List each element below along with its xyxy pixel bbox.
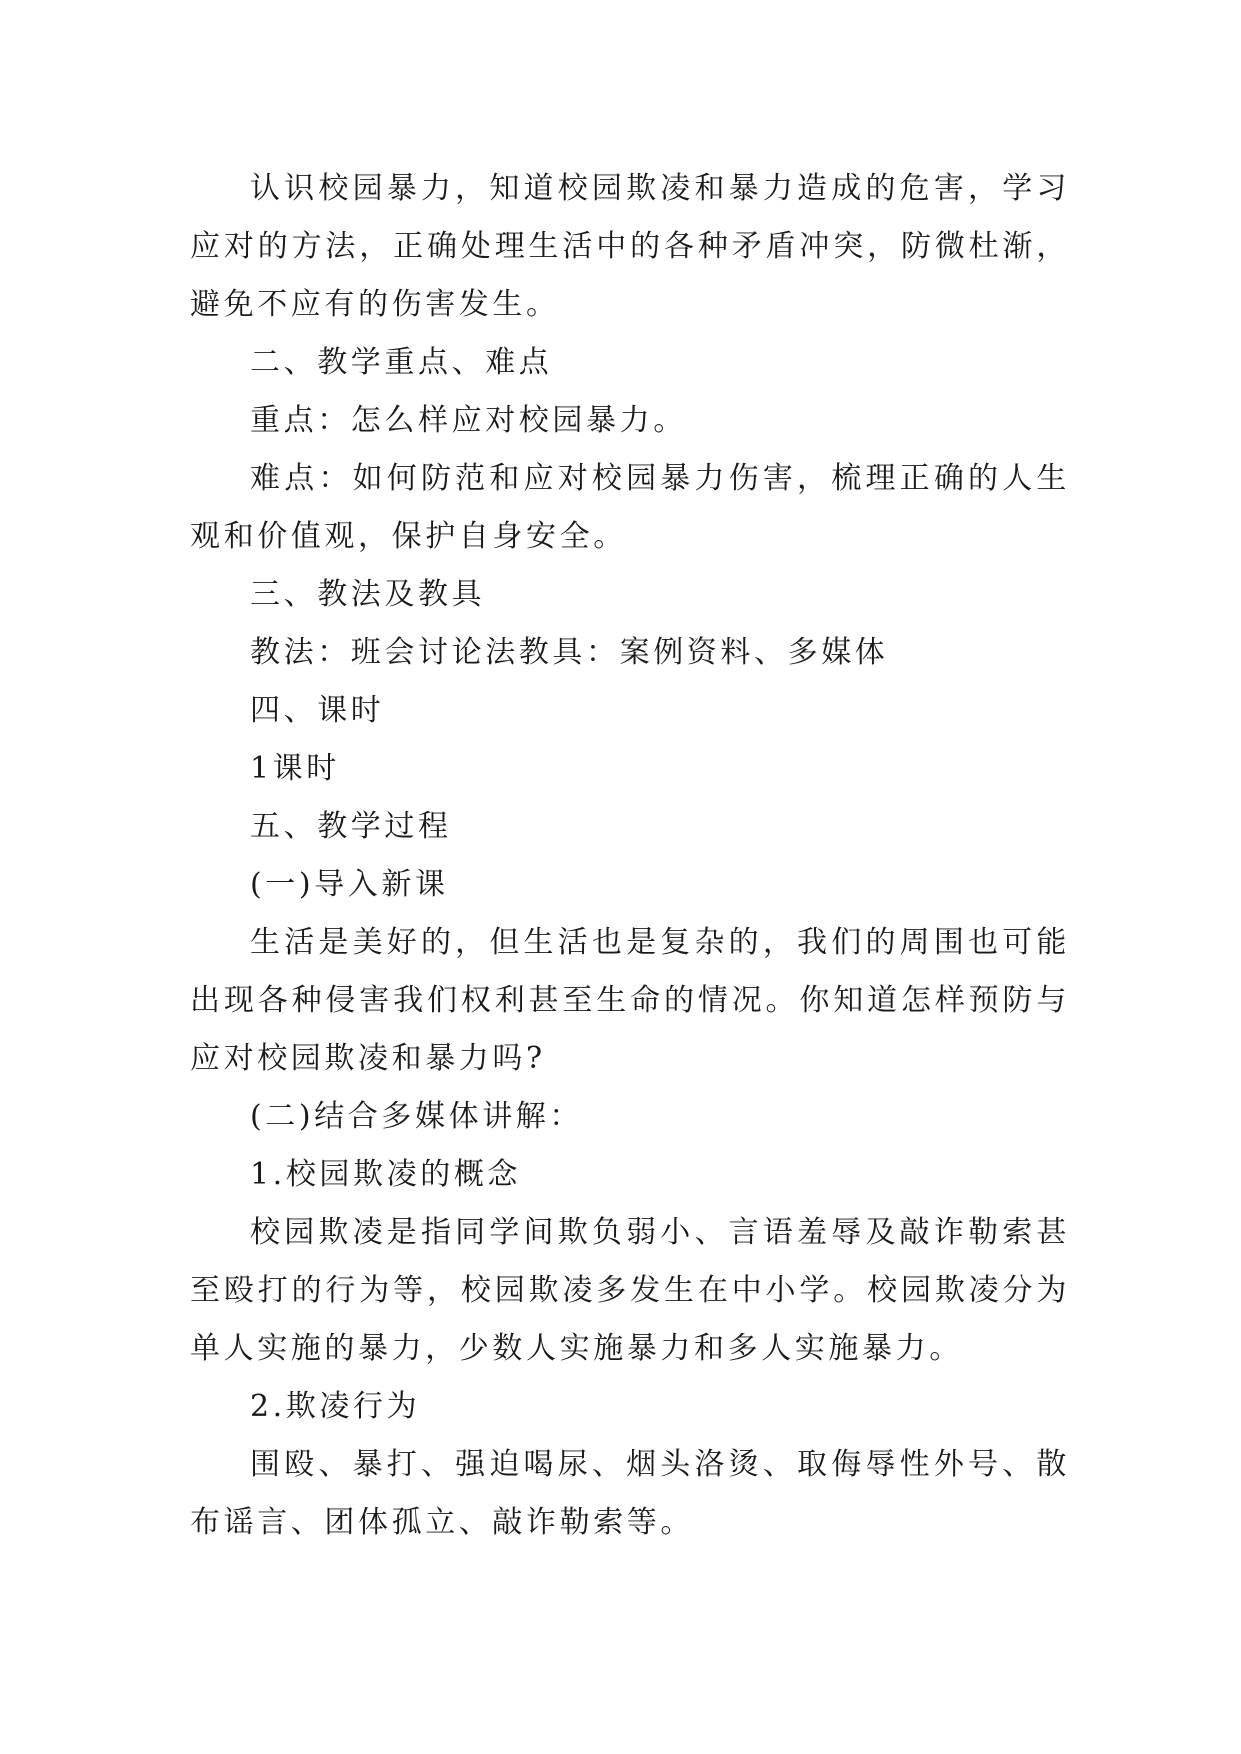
subheading-introduction: (一)导入新课 <box>250 867 449 902</box>
paragraph-key-point: 重点：怎么样应对校园暴力。 <box>250 403 687 438</box>
heading-class-hours: 四、课时 <box>250 693 385 728</box>
paragraph-objective: 认识校园暴力，知道校园欺凌和暴力造成的危害，学习应对的方法，正确处理生活中的各种矛盾冲突，防微杜渐，避免不应有的伤害发生。 <box>190 171 1070 322</box>
heading-key-points: 二、教学重点、难点 <box>250 345 553 380</box>
subheading-multimedia: (二)结合多媒体讲解： <box>250 1099 584 1134</box>
subheading-bullying-behavior: 2.欺凌行为 <box>250 1389 421 1424</box>
paragraph-introduction: 生活是美好的，但生活也是复杂的，我们的周围也可能出现各种侵害我们权利甚至生命的情况。你知道怎样预防与应对校园欺凌和暴力吗? <box>190 925 1070 1076</box>
paragraph-difficulty: 难点：如何防范和应对校园暴力伤害，梳理正确的人生观和价值观，保护自身安全。 <box>190 461 1070 554</box>
heading-methods-tools: 三、教法及教具 <box>250 577 486 612</box>
subheading-bullying-concept: 1.校园欺凌的概念 <box>250 1157 522 1192</box>
paragraph-bullying-concept: 校园欺凌是指同学间欺负弱小、言语羞辱及敲诈勒索甚至殴打的行为等，校园欺凌多发生在中小学。校园欺凌分为单人实施的暴力，少数人实施暴力和多人实施暴力。 <box>190 1215 1070 1366</box>
document-body <box>190 160 1070 1552</box>
paragraph-class-hours: 1课时 <box>250 751 340 786</box>
paragraph-bullying-behavior: 围殴、暴打、强迫喝尿、烟头洛烫、取侮辱性外号、散布谣言、团体孤立、敲诈勒索等。 <box>190 1447 1070 1540</box>
paragraph-methods-tools: 教法：班会讨论法教具：案例资料、多媒体 <box>250 635 889 670</box>
heading-teaching-process: 五、教学过程 <box>250 809 452 844</box>
